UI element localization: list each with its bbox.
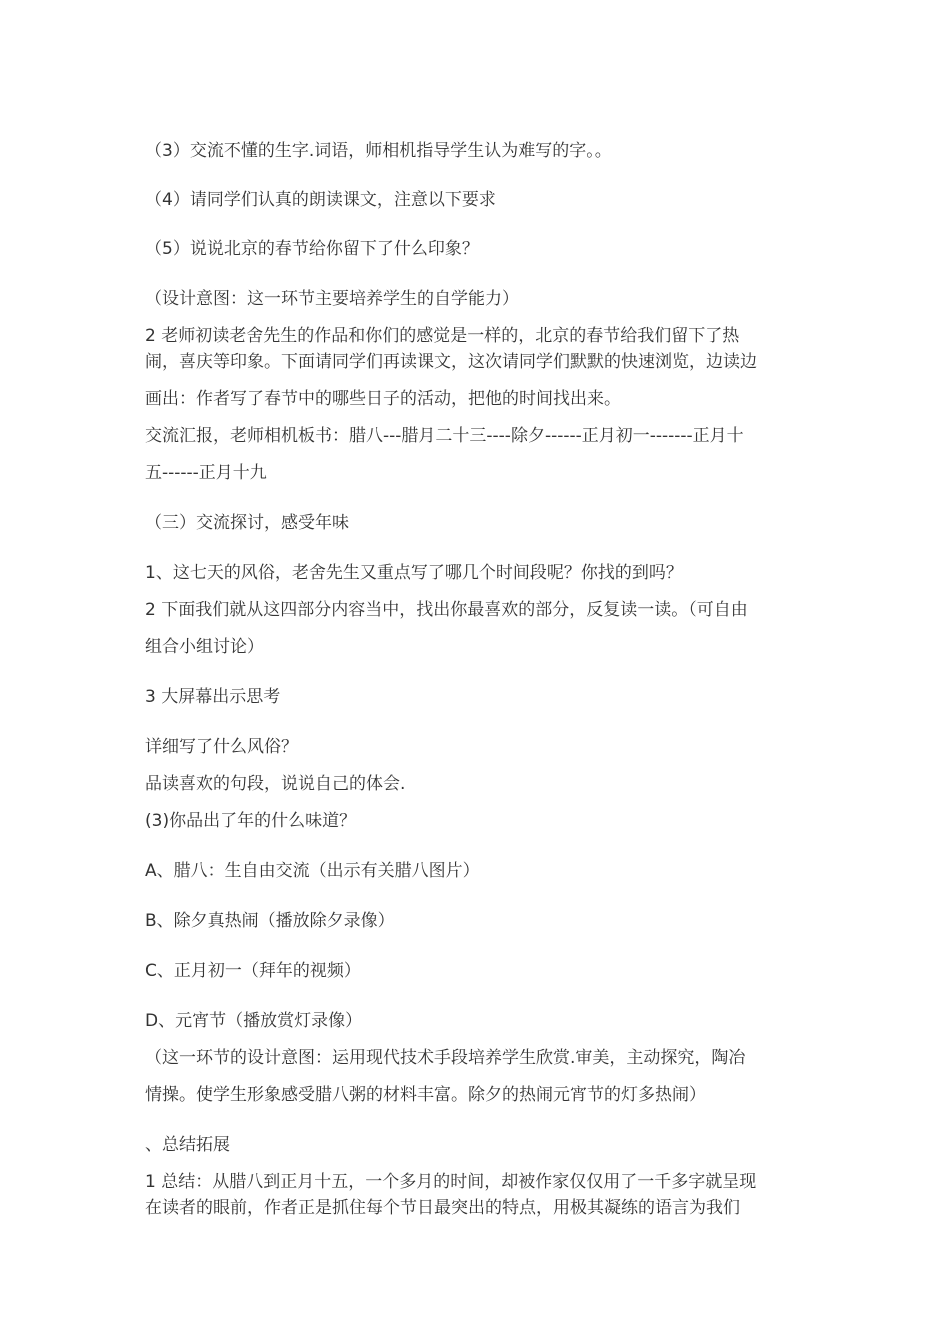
list-item: D、元宵节（播放赏灯录像） xyxy=(145,1011,363,1031)
text-line: 闹，喜庆等印象。下面请同学们再读课文，这次请同学们默默的快速浏览，边读边 xyxy=(145,352,757,372)
text-line: 2 下面我们就从这四部分内容当中，找出你最喜欢的部分，反复读一读。（可自由 xyxy=(145,600,748,620)
text-line: （设计意图：这一环节主要培养学生的自学能力） xyxy=(145,289,519,309)
section-heading: 、总结拓展 xyxy=(145,1135,230,1155)
text-line: 情操。使学生形象感受腊八粥的材料丰富。除夕的热闹元宵节的灯多热闹） xyxy=(145,1085,706,1105)
text-line: 画出：作者写了春节中的哪些日子的活动，把他的时间找出来。 xyxy=(145,389,621,409)
text-line: （这一环节的设计意图：运用现代技术手段培养学生欣赏.审美，主动探究，陶冶 xyxy=(145,1048,746,1068)
text-line: （5）说说北京的春节给你留下了什么印象？ xyxy=(145,239,479,259)
text-line: 五------正月十九 xyxy=(145,463,267,483)
text-line: 详细写了什么风俗？ xyxy=(145,737,298,757)
text-line: (3)你品出了年的什么味道？ xyxy=(145,811,357,831)
text-line: 3 大屏幕出示思考 xyxy=(145,687,281,707)
text-line: （3）交流不懂的生字.词语，师相机指导学生认为难写的字。。 xyxy=(145,141,612,161)
list-item: C、正月初一（拜年的视频） xyxy=(145,961,361,981)
text-line: 交流汇报，老师相机板书：腊八---腊月二十三----除夕------正月初一-------正月十 xyxy=(145,426,744,446)
section-heading: （三）交流探讨，感受年味 xyxy=(145,513,349,533)
list-item: A、腊八：生自由交流（出示有关腊八图片） xyxy=(145,861,480,881)
text-line: 组合小组讨论） xyxy=(145,637,264,657)
list-item: B、除夕真热闹（播放除夕录像） xyxy=(145,911,395,931)
text-line: 1 总结：从腊八到正月十五，一个多月的时间，却被作家仅仅用了一千多字就呈现 xyxy=(145,1172,757,1192)
text-line: 在读者的眼前，作者正是抓住每个节日最突出的特点，用极其凝练的语言为我们 xyxy=(145,1198,740,1218)
text-line: 1、这七天的风俗，老舍先生又重点写了哪几个时间段呢？你找的到吗？ xyxy=(145,563,683,583)
text-line: 2 老师初读老舍先生的作品和你们的感觉是一样的，北京的春节给我们留下了热 xyxy=(145,326,740,346)
text-line: （4）请同学们认真的朗读课文，注意以下要求 xyxy=(145,190,496,210)
text-line: 品读喜欢的句段，说说自己的体会. xyxy=(145,774,406,794)
